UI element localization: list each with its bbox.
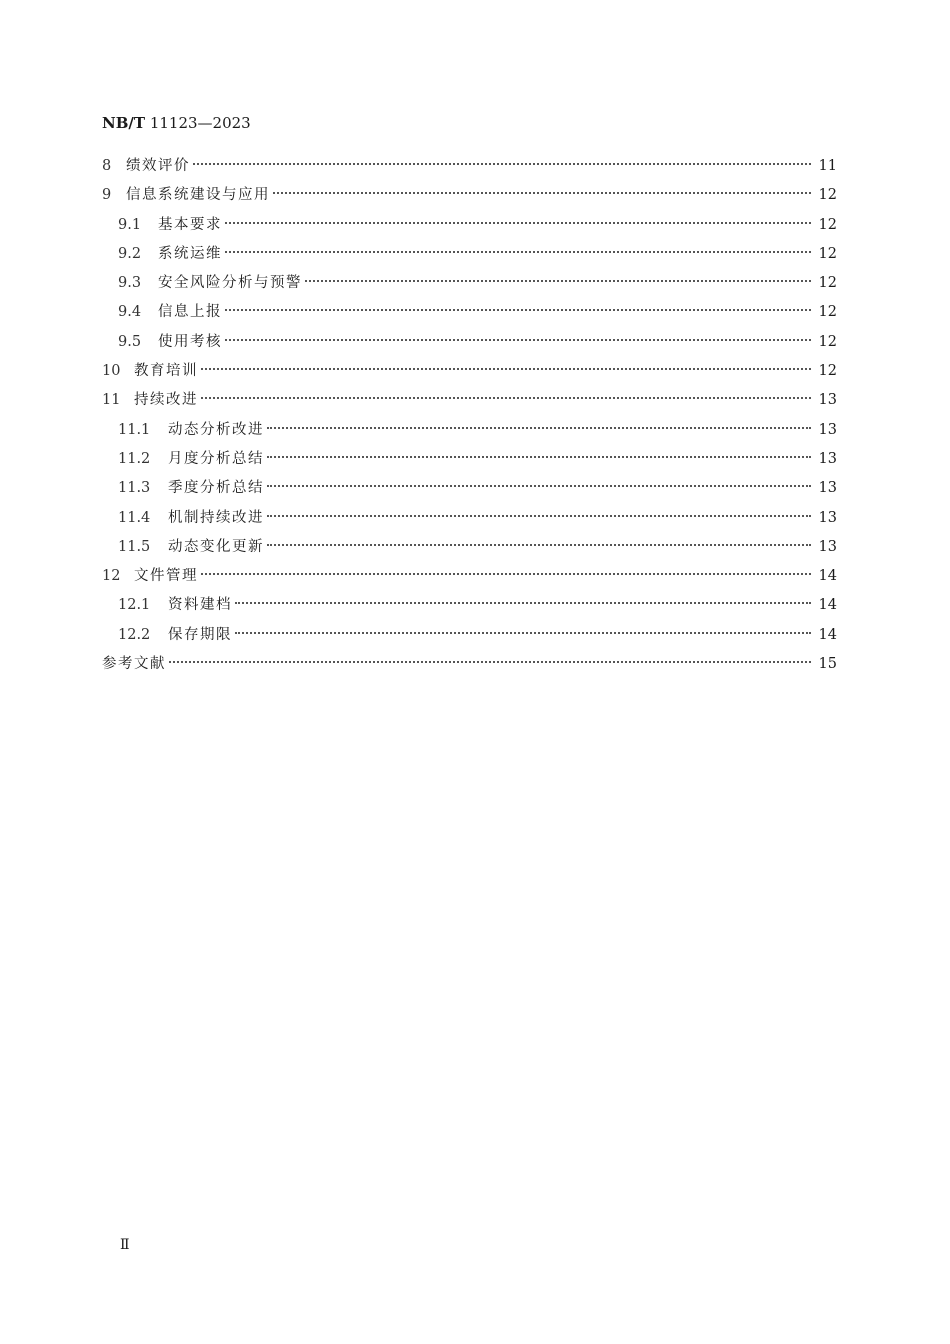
toc-entry-number: 10 bbox=[102, 363, 121, 380]
toc-entry-number: 9.2 bbox=[118, 245, 142, 262]
toc-entry-page: 12 bbox=[818, 363, 837, 380]
toc-entry-page: 13 bbox=[818, 509, 837, 526]
toc-dot-leader bbox=[201, 368, 811, 370]
toc-entry-title: 系统运维 bbox=[158, 245, 222, 262]
toc-entry-number: 11.2 bbox=[118, 450, 151, 467]
toc-entry-page: 12 bbox=[818, 333, 837, 350]
toc-entry-page: 12 bbox=[818, 216, 837, 233]
toc-entry[interactable] bbox=[102, 416, 837, 445]
toc-entry-page: 14 bbox=[818, 597, 837, 614]
toc-entry-title: 文件管理 bbox=[134, 568, 198, 585]
toc-dot-leader bbox=[305, 280, 811, 282]
toc-entry-page: 13 bbox=[818, 538, 837, 555]
toc-entry[interactable] bbox=[102, 445, 837, 474]
toc-entry-title: 季度分析总结 bbox=[168, 480, 264, 497]
toc-entry[interactable] bbox=[102, 211, 837, 240]
toc-entry-page: 13 bbox=[818, 421, 837, 438]
toc-entry[interactable] bbox=[102, 240, 837, 269]
toc-dot-leader bbox=[267, 456, 811, 458]
toc-dot-leader bbox=[169, 661, 811, 663]
toc-entry-page: 12 bbox=[818, 187, 837, 204]
document-code bbox=[102, 113, 251, 133]
toc-entry-page: 14 bbox=[818, 626, 837, 643]
toc-entry-title: 保存期限 bbox=[168, 626, 232, 643]
toc-entry[interactable] bbox=[102, 533, 837, 562]
toc-entry-title: 资料建档 bbox=[168, 597, 232, 614]
toc-entry-number: 9.4 bbox=[118, 304, 142, 321]
toc-entry-title: 机制持续改进 bbox=[168, 509, 264, 526]
standard-prefix: NB/T bbox=[102, 114, 146, 132]
toc-entry[interactable] bbox=[102, 650, 837, 679]
toc-dot-leader bbox=[201, 397, 811, 399]
toc-entry-number: 11.3 bbox=[118, 480, 151, 497]
toc-entry-title: 信息上报 bbox=[158, 304, 222, 321]
toc-entry[interactable] bbox=[102, 181, 837, 210]
toc-entry[interactable] bbox=[102, 357, 837, 386]
toc-dot-leader bbox=[201, 573, 811, 575]
toc-entry-title: 安全风险分析与预警 bbox=[158, 275, 302, 292]
toc-entry[interactable] bbox=[102, 298, 837, 327]
toc-entry[interactable] bbox=[102, 474, 837, 503]
toc-entry-page: 13 bbox=[818, 480, 837, 497]
toc-entry-page: 13 bbox=[818, 392, 837, 409]
toc-entry-number: 9 bbox=[102, 187, 112, 204]
toc-entry-number: 11 bbox=[102, 392, 121, 409]
toc-entry-number: 11.1 bbox=[118, 421, 151, 438]
toc-entry-number: 11.5 bbox=[118, 538, 151, 555]
toc-entry[interactable] bbox=[102, 269, 837, 298]
toc-entry[interactable] bbox=[102, 562, 837, 591]
toc-entry[interactable] bbox=[102, 591, 837, 620]
toc-entry[interactable] bbox=[102, 621, 837, 650]
toc-entry-title: 持续改进 bbox=[134, 392, 198, 409]
toc-entry-title: 动态分析改进 bbox=[168, 421, 264, 438]
toc-entry-number: 8 bbox=[102, 158, 112, 174]
toc-dot-leader bbox=[225, 222, 811, 224]
toc-dot-leader bbox=[267, 427, 811, 429]
toc-entry-page: 11 bbox=[818, 158, 837, 174]
toc-entry-number: 11.4 bbox=[118, 509, 151, 526]
table-of-contents bbox=[102, 152, 837, 679]
toc-entry-page: 12 bbox=[818, 304, 837, 321]
toc-entry-title: 基本要求 bbox=[158, 216, 222, 233]
toc-dot-leader bbox=[225, 251, 811, 253]
toc-entry-page: 12 bbox=[818, 245, 837, 262]
toc-dot-leader bbox=[267, 544, 811, 546]
toc-dot-leader bbox=[193, 163, 811, 165]
toc-entry-title: 信息系统建设与应用 bbox=[126, 187, 270, 204]
toc-entry-title: 使用考核 bbox=[158, 333, 222, 350]
toc-entry-page: 14 bbox=[818, 568, 837, 585]
toc-entry-page: 15 bbox=[818, 656, 837, 673]
toc-entry-number: 12.2 bbox=[118, 626, 151, 643]
toc-entry[interactable] bbox=[102, 328, 837, 357]
toc-entry-title: 参考文献 bbox=[102, 656, 166, 673]
toc-dot-leader bbox=[235, 602, 811, 604]
toc-entry-number: 9.5 bbox=[118, 333, 142, 350]
toc-entry-page: 12 bbox=[818, 275, 837, 292]
toc-entry-page: 13 bbox=[818, 450, 837, 467]
toc-dot-leader bbox=[273, 192, 811, 194]
page-number: Ⅱ bbox=[120, 1237, 130, 1253]
toc-entry-number: 12 bbox=[102, 568, 121, 585]
toc-entry-title: 绩效评价 bbox=[126, 158, 190, 174]
toc-dot-leader bbox=[267, 485, 811, 487]
toc-entry-title: 动态变化更新 bbox=[168, 538, 264, 555]
toc-dot-leader bbox=[235, 632, 811, 634]
toc-dot-leader bbox=[225, 309, 811, 311]
toc-entry-title: 月度分析总结 bbox=[168, 450, 264, 467]
toc-entry-title: 教育培训 bbox=[134, 363, 198, 380]
toc-entry[interactable] bbox=[102, 386, 837, 415]
toc-entry-number: 12.1 bbox=[118, 597, 151, 614]
standard-number: 11123—2023 bbox=[149, 114, 251, 132]
toc-entry[interactable] bbox=[102, 504, 837, 533]
toc-entry[interactable] bbox=[102, 152, 837, 181]
toc-dot-leader bbox=[225, 339, 811, 341]
toc-entry-number: 9.3 bbox=[118, 275, 142, 292]
toc-dot-leader bbox=[267, 515, 811, 517]
toc-entry-number: 9.1 bbox=[118, 216, 142, 233]
